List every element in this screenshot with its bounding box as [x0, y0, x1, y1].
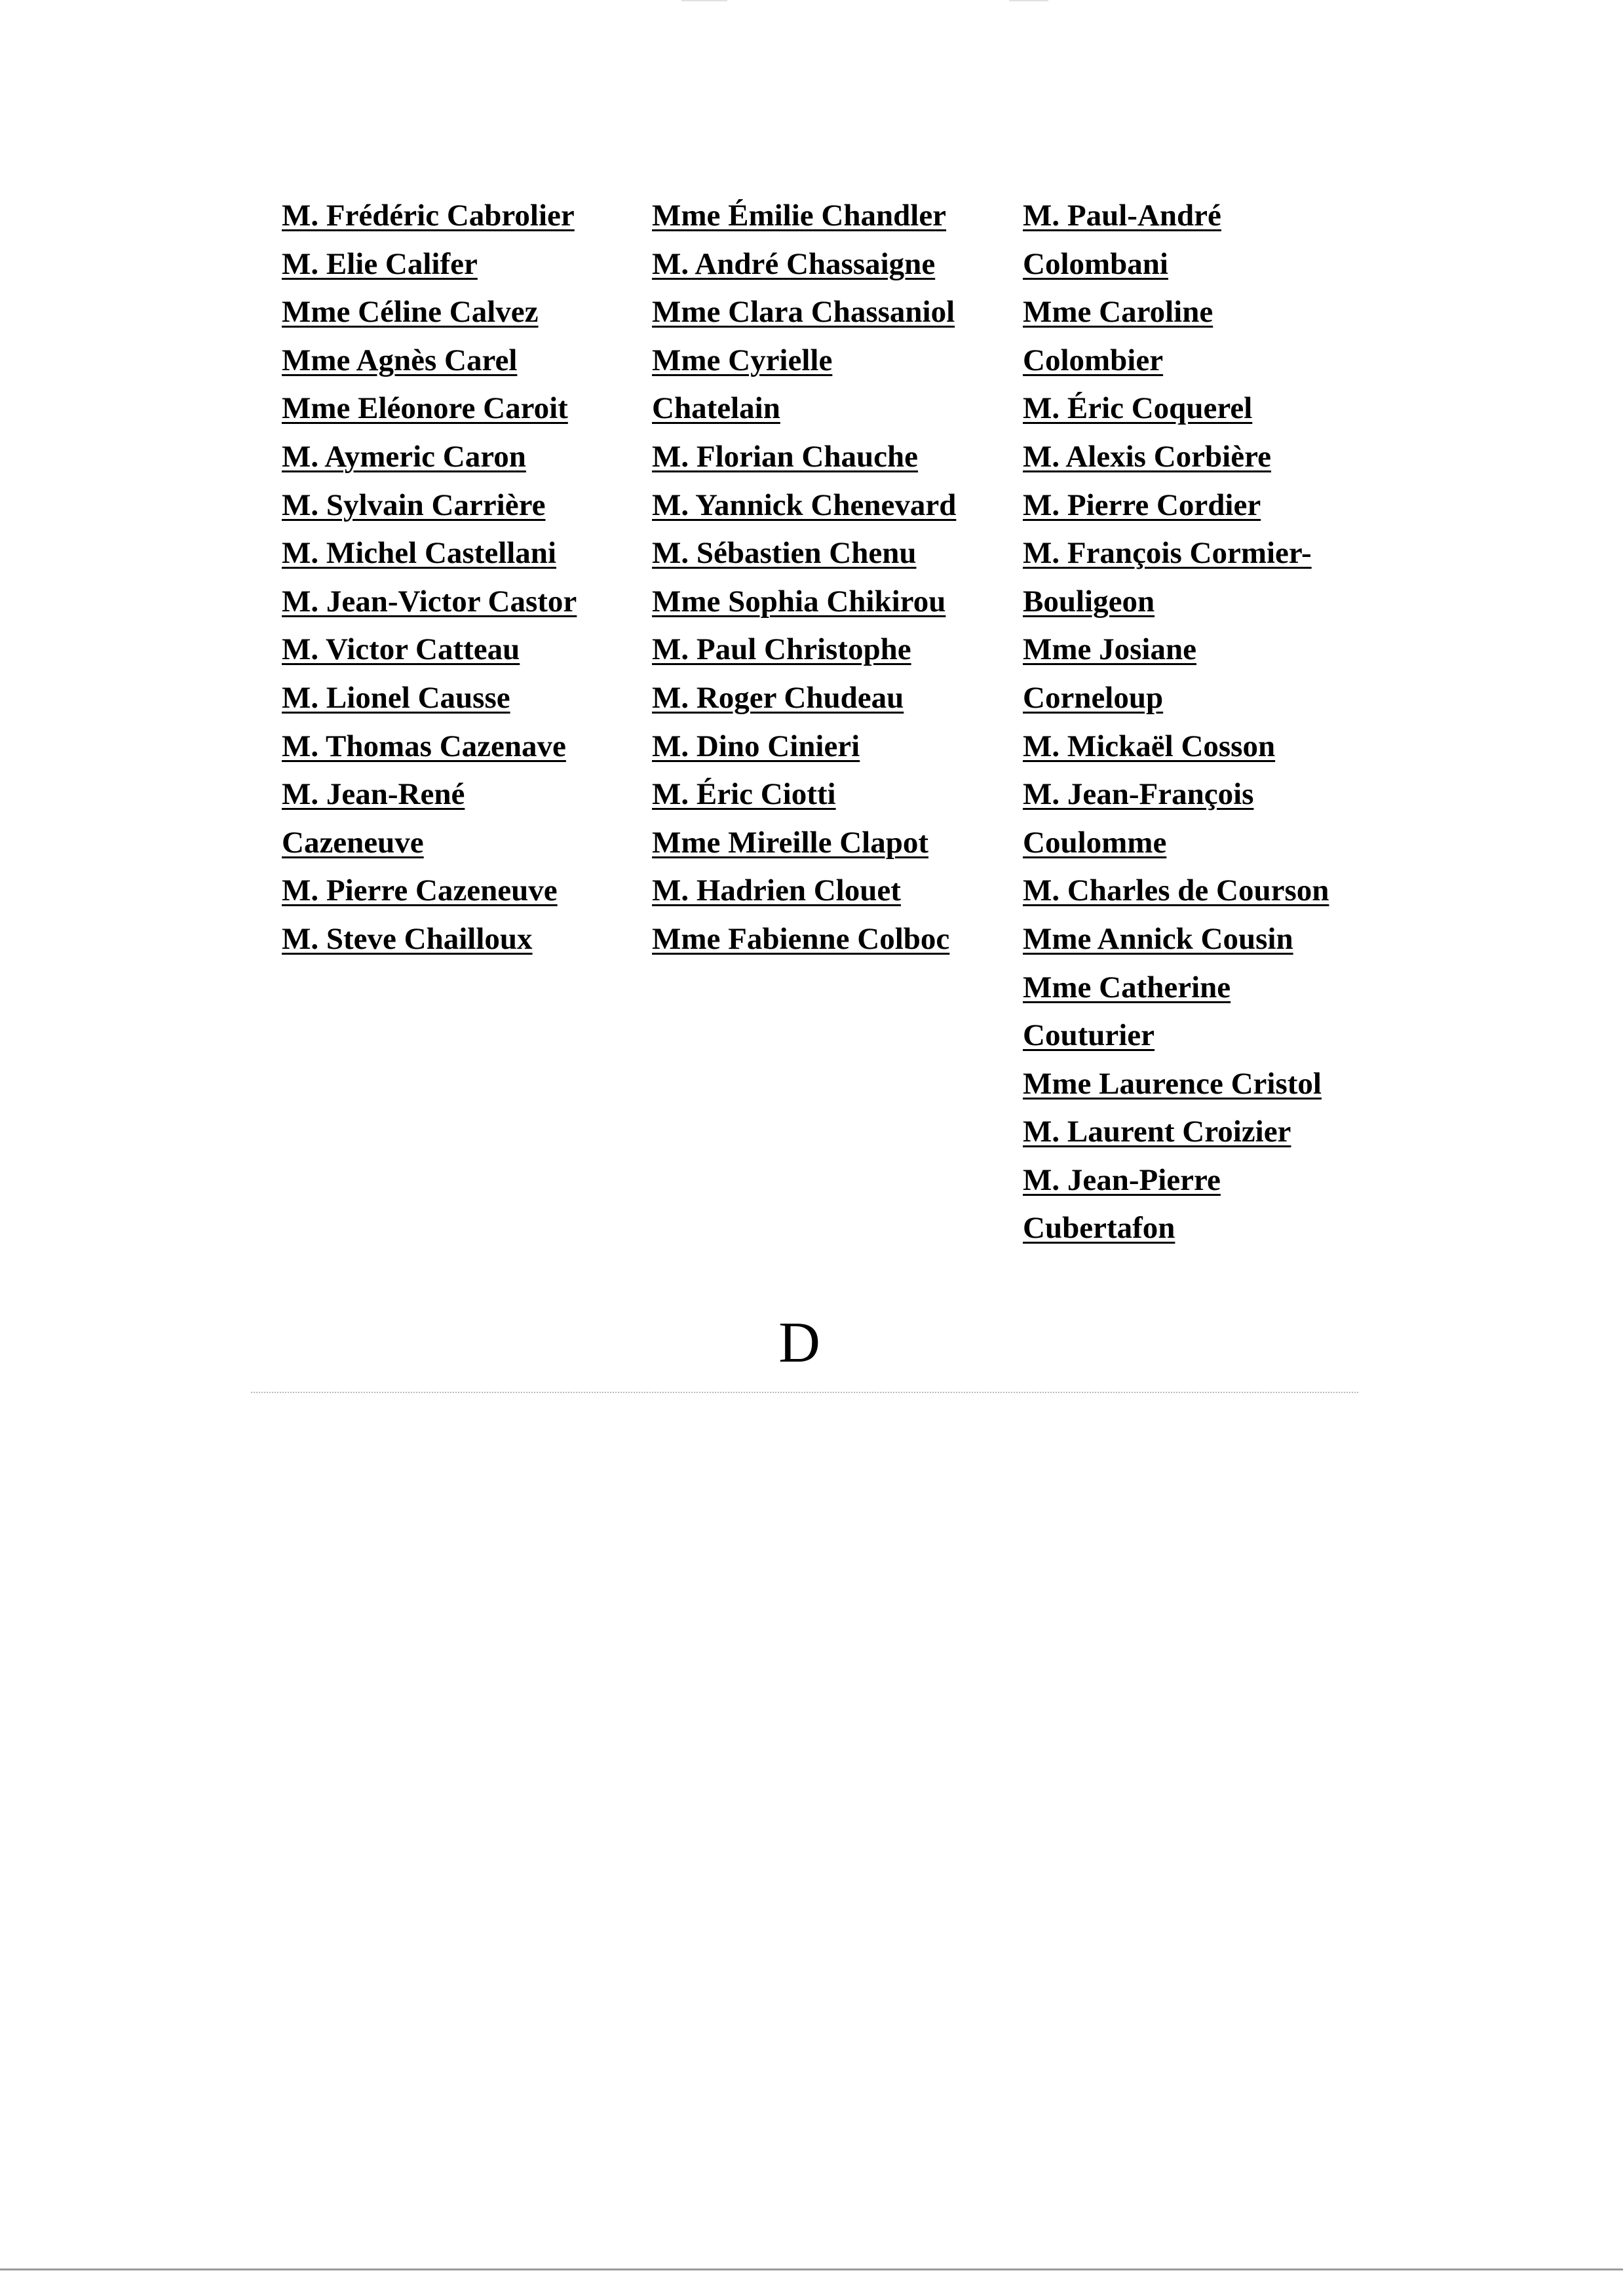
deputy-name-link[interactable]: M. Michel Castellani	[282, 536, 557, 571]
deputy-name-link[interactable]: M. Paul Christophe	[652, 632, 911, 667]
deputy-name-link[interactable]: Bouligeon	[1023, 584, 1155, 619]
name-column-1	[282, 192, 636, 964]
deputy-name-link[interactable]: M. Mickaël Cosson	[1023, 729, 1276, 763]
deputy-name-link[interactable]: M. Jean-François	[1023, 777, 1254, 812]
deputy-name-link[interactable]: M. Roger Chudeau	[652, 680, 904, 715]
deputy-name-link[interactable]: M. André Chassaigne	[652, 246, 936, 281]
deputy-name-link[interactable]: Mme Cyrielle	[652, 343, 833, 377]
dotted-separator	[251, 1392, 1358, 1393]
page-bottom-rule	[0, 2268, 1623, 2270]
deputy-name-link[interactable]: Mme Céline Calvez	[282, 295, 539, 330]
deputy-name-link[interactable]: Mme Mireille Clapot	[652, 825, 928, 860]
deputy-name-link[interactable]: Mme Annick Cousin	[1023, 921, 1293, 956]
deputy-name-link[interactable]: M. Paul-André	[1023, 199, 1221, 233]
deputy-name-link[interactable]: Mme Catherine	[1023, 970, 1231, 1004]
deputy-name-link[interactable]: M. Pierre Cordier	[1023, 488, 1261, 522]
deputy-name-link[interactable]: M. Hadrien Clouet	[652, 873, 901, 908]
deputy-name-link[interactable]: M. Pierre Cazeneuve	[282, 873, 558, 908]
deputy-name-link[interactable]: Mme Émilie Chandler	[652, 199, 947, 233]
deputy-name-link[interactable]: Couturier	[1023, 1018, 1155, 1053]
deputy-name-link[interactable]: M. Charles de Courson	[1023, 873, 1329, 908]
deputy-name-link[interactable]: Mme Laurence Cristol	[1023, 1066, 1322, 1101]
deputy-name-link[interactable]: M. Victor Catteau	[282, 632, 520, 667]
deputy-name-link[interactable]: Coulomme	[1023, 825, 1167, 860]
deputy-name-link[interactable]: Chatelain	[652, 391, 780, 426]
section-heading-letter: D	[778, 1311, 820, 1375]
deputy-name-link[interactable]: Cubertafon	[1023, 1211, 1175, 1246]
deputy-name-link[interactable]: M. Steve Chailloux	[282, 921, 533, 956]
deputy-name-link[interactable]: Mme Fabienne Colboc	[652, 921, 950, 956]
deputy-name-link[interactable]: M. Sylvain Carrière	[282, 488, 546, 522]
scan-mark	[1009, 0, 1048, 1]
deputy-name-link[interactable]: M. Thomas Cazenave	[282, 729, 566, 763]
deputy-name-link[interactable]: Cazeneuve	[282, 825, 424, 860]
deputy-name-link[interactable]: M. François Cormier-	[1023, 536, 1312, 571]
deputy-name-link[interactable]: M. Laurent Croizier	[1023, 1115, 1291, 1149]
deputy-name-link[interactable]: M. Frédéric Cabrolier	[282, 199, 575, 233]
deputy-name-link[interactable]: M. Dino Cinieri	[652, 729, 860, 763]
name-column-2	[652, 192, 1006, 964]
deputy-name-link[interactable]: M. Aymeric Caron	[282, 439, 526, 474]
deputy-name-link[interactable]: Corneloup	[1023, 680, 1164, 715]
deputy-name-link[interactable]: M. Alexis Corbière	[1023, 439, 1271, 474]
deputy-name-link[interactable]: M. Sébastien Chenu	[652, 536, 917, 571]
deputy-name-link[interactable]: Mme Agnès Carel	[282, 343, 518, 377]
deputy-name-link[interactable]: M. Jean-Victor Castor	[282, 584, 577, 619]
deputy-name-link[interactable]: M. Éric Coquerel	[1023, 391, 1253, 426]
name-column-3	[1023, 192, 1390, 1253]
deputy-name-link[interactable]: Colombani	[1023, 246, 1168, 281]
deputy-name-link[interactable]: Mme Sophia Chikirou	[652, 584, 946, 619]
deputy-name-link[interactable]: Mme Caroline	[1023, 295, 1213, 330]
deputy-name-link[interactable]: Mme Eléonore Caroit	[282, 391, 568, 426]
deputy-name-link[interactable]: M. Yannick Chenevard	[652, 488, 957, 522]
deputy-name-link[interactable]: M. Florian Chauche	[652, 439, 919, 474]
deputy-name-link[interactable]: Mme Clara Chassaniol	[652, 295, 955, 330]
deputy-name-link[interactable]: M. Lionel Causse	[282, 680, 510, 715]
scan-mark	[681, 0, 727, 1]
deputy-name-link[interactable]: Colombier	[1023, 343, 1164, 377]
deputy-name-link[interactable]: M. Éric Ciotti	[652, 777, 836, 812]
deputy-name-link[interactable]: M. Jean-René	[282, 777, 465, 812]
deputy-name-link[interactable]: M. Elie Califer	[282, 246, 478, 281]
deputy-name-link[interactable]: M. Jean-Pierre	[1023, 1162, 1221, 1197]
deputy-name-link[interactable]: Mme Josiane	[1023, 632, 1196, 667]
